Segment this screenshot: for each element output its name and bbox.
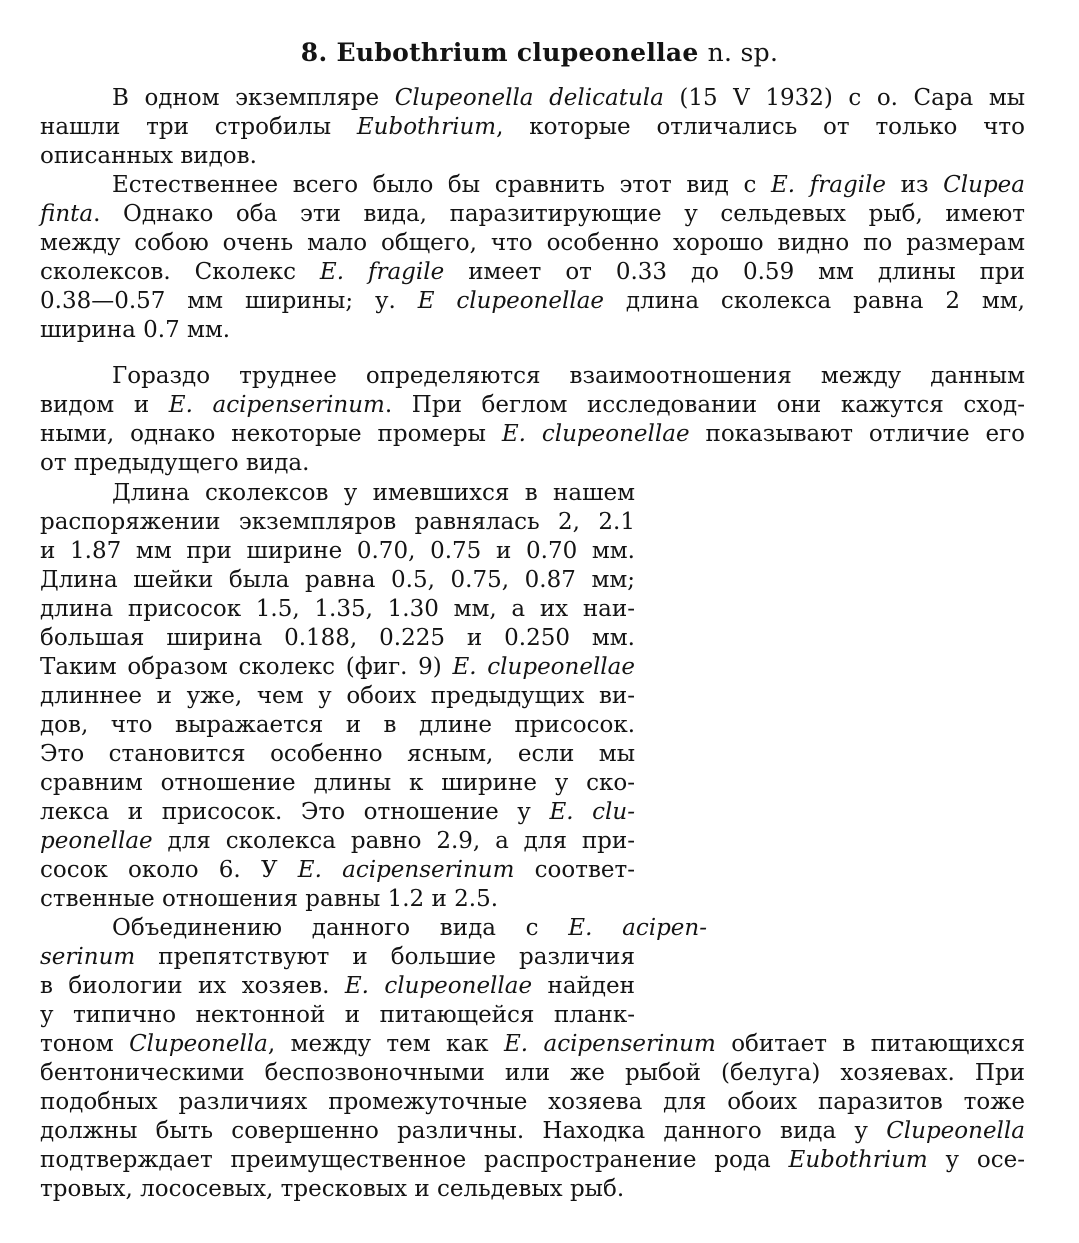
text-line: Длина шейки была равна 0.5, 0.75, 0.87 мм; <box>40 567 635 593</box>
text-line: длина присосок 1.5, 1.35, 1.30 мм, а их наи- <box>40 596 635 622</box>
text-line: видом и E. acipenserinum. При беглом исследовании они кажутся сход- <box>40 392 1025 418</box>
text-line: подтверждает преимущественное распространение рода Eubothrium у осе- <box>40 1147 1025 1173</box>
text-line: распоряжении экземпляров равнялась 2, 2.1 <box>40 509 635 535</box>
text-line: Это становится особенно ясным, если мы <box>40 741 635 767</box>
paragraph-comparison-acipenserinum <box>40 362 1025 478</box>
text-line: ными, однако некоторые промеры E. clupeonellae показывают отличие его <box>40 421 1025 447</box>
text-line: длиннее и уже, чем у обоих предыдущих ви- <box>40 683 635 709</box>
text-line: должны быть совершенно различны. Находка данного вида у Clupeonella <box>40 1118 1025 1144</box>
section-title <box>0 38 1079 67</box>
text-line: описанных видов. <box>40 143 257 169</box>
text-line: нашли три стробилы Eubothrium, которые отличались от только что <box>40 114 1025 140</box>
text-line: подобных различиях промежуточные хозяева для обоих паразитов тоже <box>40 1089 1025 1115</box>
paragraph-measurements <box>40 479 635 914</box>
text-line: сколексов. Сколекс E. fragile имеет от 0.33 до 0.59 мм длины при <box>40 259 1025 285</box>
paragraph-comparison-fragile <box>40 171 1025 345</box>
text-line: большая ширина 0.188, 0.225 и 0.250 мм. <box>40 625 635 651</box>
text-line: Объединению данного вида с E. acipen- <box>112 915 707 941</box>
text-line: сравним отношение длины к ширине у ско- <box>40 770 635 796</box>
text-line: сосок около 6. У E. acipenserinum соответ- <box>40 857 635 883</box>
text-line: у типично нектонной и питающейся планк- <box>40 1002 635 1028</box>
paragraph-biology <box>40 914 1025 1204</box>
text-line: тоном Clupeonella, между тем как E. acipenserinum обитает в питающихся <box>40 1031 1025 1057</box>
text-line: ширина 0.7 мм. <box>40 317 231 343</box>
text-line: Таким образом сколекс (фиг. 9) E. clupeonellae <box>40 654 635 680</box>
text-line: finta. Однако оба эти вида, паразитирующие у сельдевых рыб, имеют <box>40 201 1025 227</box>
text-line: от предыдущего вида. <box>40 450 310 476</box>
text-line: и 1.87 мм при ширине 0.70, 0.75 и 0.70 мм. <box>40 538 635 564</box>
text-line: Длина сколексов у имевшихся в нашем <box>112 480 635 506</box>
text-line: в биологии их хозяев. E. clupeonellae найден <box>40 973 635 999</box>
text-line: ственные отношения равны 1.2 и 2.5. <box>40 886 499 912</box>
text-line: serinum препятствуют и большие различия <box>40 944 635 970</box>
text-line: бентоническими беспозвоночными или же рыбой (белуга) хозяевах. При <box>40 1060 1025 1086</box>
text-line: лекса и присосок. Это отношение у E. clu- <box>40 799 635 825</box>
text-line: дов, что выражается и в длине присосок. <box>40 712 635 738</box>
text-line: 0.38—0.57 мм ширины; у. E clupeonellae длина сколекса равна 2 мм, <box>40 288 1025 314</box>
text-line: тровых, лососевых, тресковых и сельдевых рыб. <box>40 1176 625 1202</box>
species-status: n. sp. <box>707 38 779 67</box>
text-line: peonellae для сколекса равно 2.9, а для при- <box>40 828 635 854</box>
section-number: 8. <box>300 38 328 67</box>
text-line: Естественнее всего было бы сравнить этот вид с E. fragile из Clupea <box>112 172 1025 198</box>
paragraph-intro <box>40 84 1025 171</box>
text-line: В одном экземпляре Clupeonella delicatula (15 V 1932) с о. Сара мы <box>112 85 1026 111</box>
text-line: между собою очень мало общего, что особенно хорошо видно по размерам <box>40 230 1025 256</box>
text-line: Гораздо труднее определяются взаимоотношения между данным <box>112 363 1025 389</box>
species-name: Eubothrium clupeonellae <box>336 38 699 67</box>
